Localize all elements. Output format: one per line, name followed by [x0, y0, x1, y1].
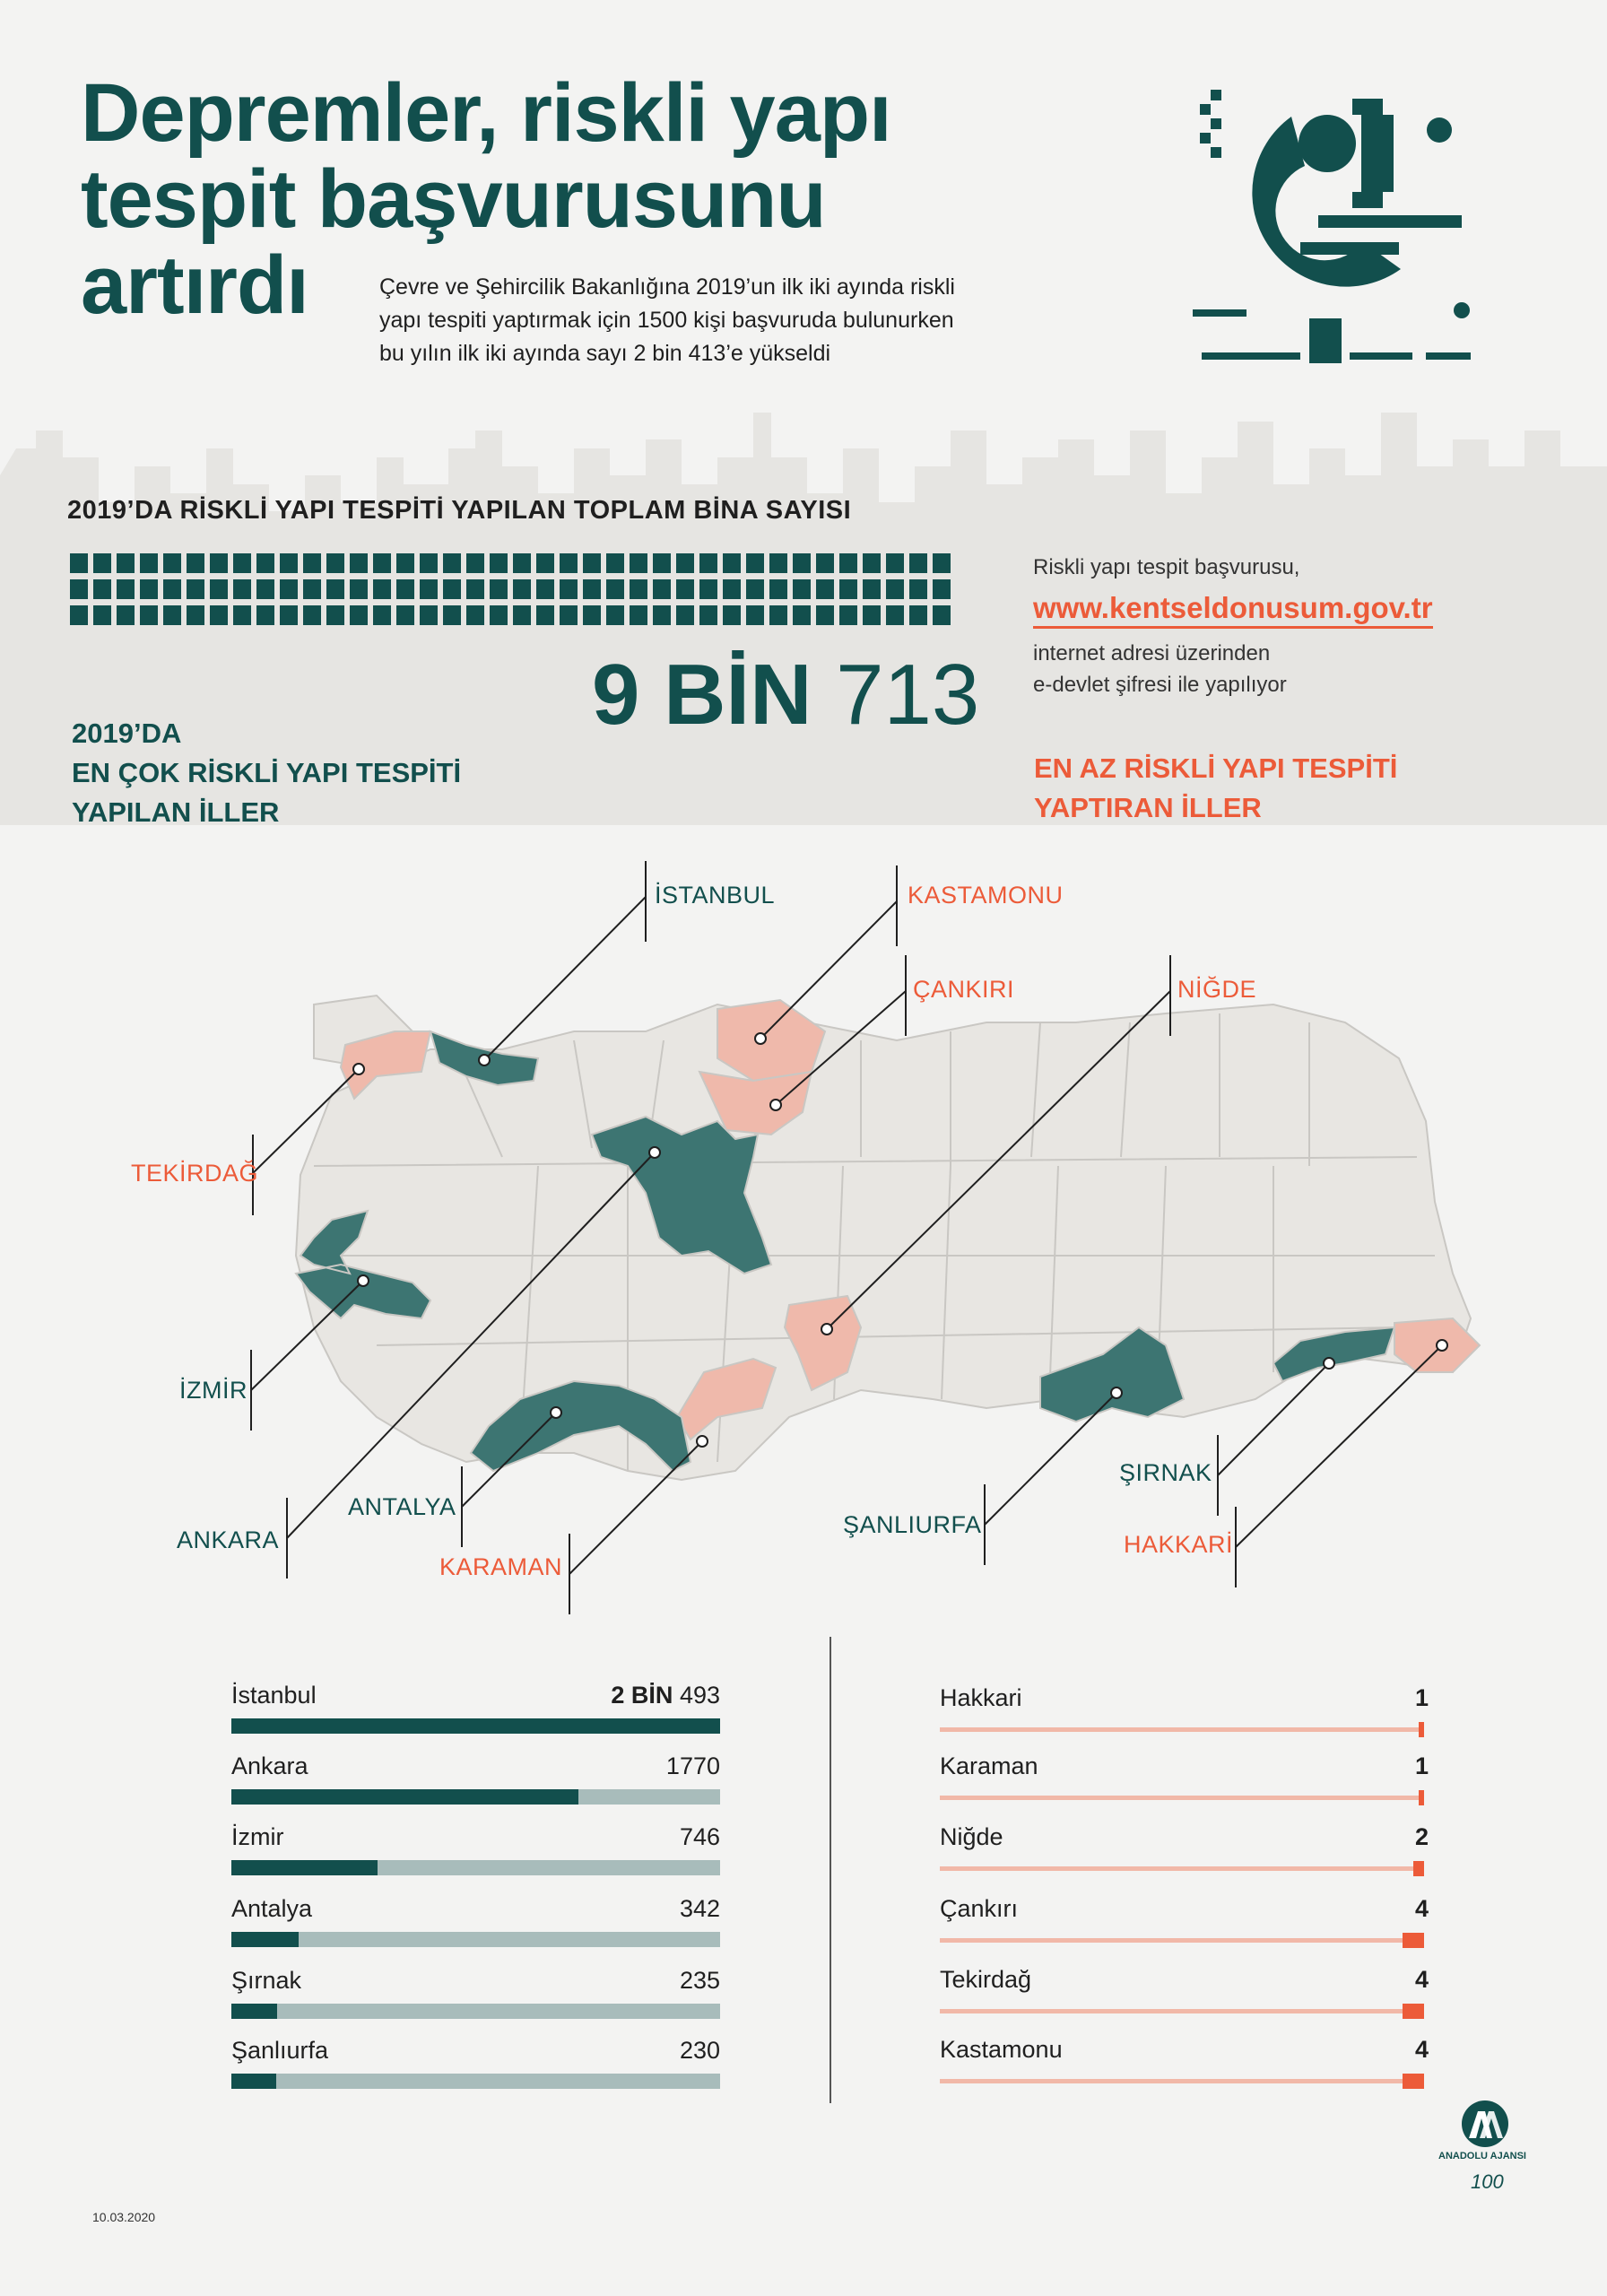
- building-block: [303, 605, 321, 625]
- bar-value-thin: 493: [679, 1682, 720, 1709]
- building-block: [769, 579, 787, 599]
- building-block: [653, 605, 671, 625]
- bar-label: Hakkari: [940, 1684, 1022, 1711]
- map-label-kastamonu: KASTAMONU: [908, 882, 1064, 909]
- building-block: [466, 553, 484, 573]
- building-block: [560, 553, 578, 573]
- bar-label: Çankırı: [940, 1895, 1019, 1922]
- bar-fill: [231, 2004, 277, 2019]
- building-block: [490, 579, 508, 599]
- note-line: e-devlet şifresi ile yapılıyor: [1033, 673, 1287, 697]
- building-block: [93, 579, 111, 599]
- title-line: tespit başvurusunu: [81, 153, 826, 245]
- building-block: [396, 579, 414, 599]
- bar-fill: [231, 1789, 578, 1805]
- building-block: [233, 605, 251, 625]
- building-block: [187, 553, 204, 573]
- building-block: [256, 605, 274, 625]
- subtitle-line: yapı tespiti yaptırmak için 1500 kişi başvuruda bulunurken: [379, 308, 954, 333]
- building-block: [513, 553, 531, 573]
- bar-label: Ankara: [231, 1752, 308, 1779]
- building-block: [513, 579, 531, 599]
- building-block: [233, 553, 251, 573]
- building-block: [163, 605, 181, 625]
- building-block: [163, 579, 181, 599]
- building-block: [350, 605, 368, 625]
- bar-row: [940, 2036, 1429, 2099]
- building-block: [909, 579, 927, 599]
- building-block: [839, 605, 857, 625]
- building-block: [630, 579, 647, 599]
- total-value-thin: 713: [836, 647, 980, 743]
- bar-value: 2: [1414, 1823, 1429, 1850]
- building-block: [886, 553, 904, 573]
- bar-track: [940, 2079, 1424, 2083]
- building-block: [490, 605, 508, 625]
- bar-label: Kastamonu: [940, 2036, 1063, 2063]
- building-block: [350, 579, 368, 599]
- building-block: [187, 605, 204, 625]
- bar-value-bold: 2 BİN: [611, 1682, 673, 1709]
- bar-value: [611, 1682, 720, 1709]
- building-block: [117, 605, 135, 625]
- map-label-sirnak: ŞIRNAK: [1119, 1459, 1212, 1486]
- bar-value: 746: [679, 1823, 720, 1850]
- building-block: [816, 579, 834, 599]
- microscope-icon: [1193, 81, 1489, 368]
- heading-line: 2019’DA: [72, 718, 182, 749]
- building-block: [93, 553, 111, 573]
- building-block: [117, 553, 135, 573]
- building-block: [536, 605, 554, 625]
- building-block: [653, 579, 671, 599]
- building-block: [863, 579, 881, 599]
- bar-fill: [1419, 1790, 1424, 1805]
- building-block: [560, 605, 578, 625]
- building-block: [583, 553, 601, 573]
- building-block: [863, 605, 881, 625]
- bar-track: [231, 1718, 720, 1734]
- building-block: [909, 553, 927, 573]
- building-block: [373, 553, 391, 573]
- building-block: [816, 605, 834, 625]
- building-block: [863, 553, 881, 573]
- building-block: [630, 553, 647, 573]
- bar-fill: [231, 1932, 299, 1947]
- building-block: [793, 579, 811, 599]
- building-block: [280, 579, 298, 599]
- building-block: [583, 579, 601, 599]
- map-label-ankara: ANKARA: [177, 1526, 280, 1553]
- bar-value: 230: [679, 2037, 720, 2064]
- column-divider: [830, 1637, 831, 2103]
- building-block: [326, 579, 344, 599]
- map-kastamonu: [717, 1000, 825, 1081]
- heading-line: EN AZ RİSKLİ YAPI TESPİTİ: [1034, 752, 1398, 784]
- building-block: [816, 553, 834, 573]
- building-block: [490, 553, 508, 573]
- bar-fill: [1403, 2074, 1424, 2089]
- bar-fill: [231, 1718, 720, 1734]
- bar-track: [940, 1796, 1424, 1800]
- building-block: [746, 605, 764, 625]
- building-block: [699, 579, 717, 599]
- subtitle-line: bu yılın ilk iki ayında sayı 2 bin 413’e yükseldi: [379, 341, 831, 366]
- kentseldonusum-link[interactable]: www.kentseldonusum.gov.tr: [1033, 590, 1433, 629]
- building-block: [769, 553, 787, 573]
- anadolu-logo-icon: [1460, 2099, 1510, 2149]
- bar-value: 1: [1414, 1684, 1429, 1711]
- map-label-cankiri: ÇANKIRI: [913, 976, 1015, 1003]
- building-block: [140, 579, 158, 599]
- building-block: [140, 553, 158, 573]
- bar-row: [231, 1967, 720, 2030]
- bar-track: [231, 1860, 720, 1875]
- subtitle: [379, 271, 1115, 370]
- building-block: [140, 605, 158, 625]
- heading-line: EN ÇOK RİSKLİ YAPI TESPİTİ: [72, 757, 462, 788]
- note-line: internet adresi üzerinden: [1033, 641, 1271, 665]
- building-block: [723, 553, 741, 573]
- building-block: [466, 579, 484, 599]
- bar-value: 1770: [665, 1752, 720, 1779]
- building-block: [560, 579, 578, 599]
- map-label-hakkari: HAKKARİ: [1124, 1531, 1234, 1558]
- building-block: [420, 579, 438, 599]
- building-block: [746, 579, 764, 599]
- building-block: [676, 579, 694, 599]
- bar-value: 342: [679, 1895, 720, 1922]
- bar-track: [940, 1727, 1424, 1732]
- building-block: [443, 579, 461, 599]
- building-block: [117, 579, 135, 599]
- building-block: [630, 605, 647, 625]
- building-block: [93, 605, 111, 625]
- building-block: [373, 579, 391, 599]
- building-block: [886, 579, 904, 599]
- bar-row: [940, 1684, 1429, 1747]
- bar-fill: [231, 2074, 276, 2089]
- subtitle-line: Çevre ve Şehircilik Bakanlığına 2019’un ilk iki ayında riskli: [379, 274, 955, 300]
- building-block: [420, 605, 438, 625]
- building-block: [793, 553, 811, 573]
- building-block: [420, 553, 438, 573]
- building-block: [280, 553, 298, 573]
- bar-row: [940, 1895, 1429, 1958]
- bar-row: [940, 1966, 1429, 2029]
- map-label-karaman: KARAMAN: [439, 1553, 563, 1580]
- building-block: [746, 553, 764, 573]
- total-heading: 2019’DA RİSKLİ YAPI TESPİTİ YAPILAN TOPLAM BİNA SAYISI: [67, 496, 852, 525]
- building-block: [210, 553, 228, 573]
- map-label-antalya: ANTALYA: [348, 1493, 456, 1520]
- building-block: [606, 553, 624, 573]
- bar-label: Tekirdağ: [940, 1966, 1032, 1993]
- least-provinces-chart: [940, 1684, 1429, 2106]
- building-count-grid: [70, 553, 958, 634]
- heading-line: YAPILAN İLLER: [72, 796, 280, 828]
- building-block: [606, 605, 624, 625]
- building-block: [326, 553, 344, 573]
- title-line: artırdı: [81, 239, 308, 331]
- building-block: [70, 553, 88, 573]
- bar-track: [231, 1932, 720, 1947]
- bar-label: Karaman: [940, 1752, 1038, 1779]
- building-block: [350, 553, 368, 573]
- anadolu-logo-text: ANADOLU AJANSI: [1438, 2151, 1526, 2161]
- building-block: [699, 605, 717, 625]
- least-provinces-heading: [1034, 749, 1572, 828]
- building-block: [210, 579, 228, 599]
- building-block: [536, 553, 554, 573]
- bar-fill: [1403, 2004, 1424, 2019]
- application-note: [1033, 552, 1499, 700]
- bar-row: [231, 1682, 720, 1744]
- building-block: [676, 605, 694, 625]
- building-block: [70, 579, 88, 599]
- most-provinces-chart: [231, 1682, 720, 2103]
- building-block: [396, 605, 414, 625]
- building-block: [723, 579, 741, 599]
- most-provinces-heading: [72, 714, 610, 832]
- bar-value: 4: [1414, 1895, 1429, 1922]
- bar-fill: [1419, 1722, 1424, 1737]
- bar-value: 1: [1414, 1752, 1429, 1779]
- building-block: [933, 579, 951, 599]
- bar-label: Antalya: [231, 1895, 313, 1922]
- building-block: [583, 605, 601, 625]
- bar-fill: [1403, 1933, 1424, 1948]
- building-block: [513, 605, 531, 625]
- bar-track: [231, 2074, 720, 2089]
- bar-track: [940, 1938, 1424, 1943]
- anniversary-mark: 100: [1471, 2170, 1504, 2193]
- total-value: [592, 647, 980, 743]
- building-block: [70, 605, 88, 625]
- bar-value: 235: [679, 1967, 720, 1994]
- building-block: [326, 605, 344, 625]
- bar-value: 4: [1414, 1966, 1429, 1993]
- bar-row: [940, 1752, 1429, 1815]
- publication-date: 10.03.2020: [92, 2210, 156, 2224]
- map-label-nigde: NİĞDE: [1177, 976, 1257, 1003]
- building-block: [606, 579, 624, 599]
- title-line: Depremler, riskli yapı: [81, 67, 891, 159]
- map-label-sanliurfa: ŞANLIURFA: [843, 1511, 982, 1538]
- building-block: [909, 605, 927, 625]
- building-block: [187, 579, 204, 599]
- building-block: [886, 605, 904, 625]
- building-block: [233, 579, 251, 599]
- bar-row: [231, 1752, 720, 1815]
- building-block: [933, 553, 951, 573]
- bar-track: [231, 1789, 720, 1805]
- note-line: Riskli yapı tespit başvurusu,: [1033, 555, 1300, 579]
- building-block: [443, 553, 461, 573]
- building-block: [536, 579, 554, 599]
- building-block: [303, 553, 321, 573]
- building-block: [769, 605, 787, 625]
- building-block: [280, 605, 298, 625]
- building-block: [373, 605, 391, 625]
- bar-row: [231, 1895, 720, 1958]
- building-block: [723, 605, 741, 625]
- bar-label: İzmir: [231, 1823, 284, 1850]
- building-block: [839, 553, 857, 573]
- map-label-istanbul: İSTANBUL: [655, 882, 776, 909]
- building-block: [443, 605, 461, 625]
- building-block: [396, 553, 414, 573]
- turkey-map: [0, 843, 1607, 1632]
- bar-label: Niğde: [940, 1823, 1003, 1850]
- bar-fill: [231, 1860, 378, 1875]
- bar-label: İstanbul: [231, 1682, 317, 1709]
- building-block: [793, 605, 811, 625]
- building-block: [933, 605, 951, 625]
- bar-track: [231, 2004, 720, 2019]
- total-value-bold: 9 BİN: [592, 647, 812, 743]
- building-block: [676, 553, 694, 573]
- map-label-tekirdag: TEKİRDAĞ: [131, 1160, 259, 1187]
- bar-row: [231, 2037, 720, 2100]
- building-block: [699, 553, 717, 573]
- bar-value: 4: [1414, 2036, 1429, 2063]
- building-block: [653, 553, 671, 573]
- building-block: [303, 579, 321, 599]
- bar-label: Şırnak: [231, 1967, 302, 1994]
- bar-row: [231, 1823, 720, 1886]
- building-block: [163, 553, 181, 573]
- map-label-izmir: İZMİR: [179, 1377, 248, 1404]
- building-block: [210, 605, 228, 625]
- bar-label: Şanlıurfa: [231, 2037, 329, 2064]
- building-block: [839, 579, 857, 599]
- bar-fill: [1413, 1861, 1424, 1876]
- bar-track: [940, 1866, 1424, 1871]
- bar-track: [940, 2009, 1424, 2013]
- building-block: [256, 579, 274, 599]
- building-block: [256, 553, 274, 573]
- building-block: [466, 605, 484, 625]
- bar-row: [940, 1823, 1429, 1886]
- heading-line: YAPTIRAN İLLER: [1034, 792, 1262, 823]
